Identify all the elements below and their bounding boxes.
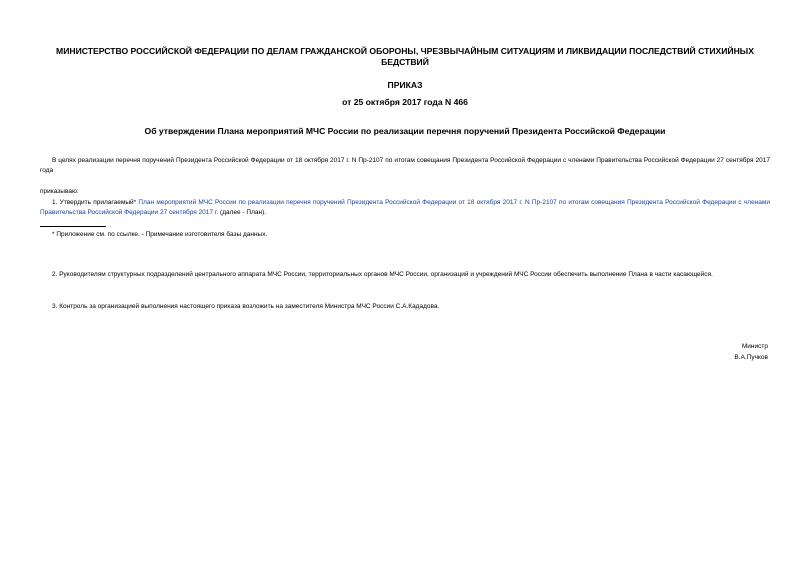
signature-name: В.А.Пучков — [734, 354, 768, 361]
signature-position: Министр — [741, 343, 768, 350]
plan-link[interactable]: План мероприятий МЧС России по реализации перечня поручений Президента Российской Федерации от 18 октября 2017 г. N Пр-2107 по итогам совещания Президента Российской Федерации с членами Правительства Российской Федерации 27 сентября 2017 г. — [40, 199, 770, 216]
preamble-paragraph: В целях реализации перечня поручений Президента Российской Федерации от 18 октября 2017 г. N Пр-2107 по итогам совещания Президента Российской Федерации с членами Правительства Российской Федерации 27 сентября 2017 года — [40, 157, 770, 174]
document-title: Об утверждении Плана мероприятий МЧС России по реализации перечня поручений Президента Российской Федерации — [144, 126, 666, 136]
item-1-paragraph — [40, 198, 770, 218]
ministry-name: МИНИСТЕРСТВО РОССИЙСКОЙ ФЕДЕРАЦИИ ПО ДЕЛАМ ГРАЖДАНСКОЙ ОБОРОНЫ, ЧРЕЗВЫЧАЙНЫМ СИТУАЦИЯМ И ЛИКВИДАЦИИ ПОСЛЕДСТВИЙ СТИХИЙНЫХ БЕДСТВИЙ — [56, 46, 754, 67]
order-word: приказываю: — [40, 188, 79, 195]
item-1-prefix: 1. Утвердить прилагаемый* — [52, 199, 137, 206]
item-3-paragraph: 3. Контроль за организацией выполнения настоящего приказа возложить на заместителя Министра МЧС России С.А.Кададова. — [52, 303, 440, 310]
document-type: ПРИКАЗ — [387, 80, 423, 90]
document-date-number: от 25 октября 2017 года N 466 — [342, 97, 468, 107]
item-2-paragraph: 2. Руководителям структурных подразделений центрального аппарата МЧС России, территориальных органов МЧС России, организаций и учреждений МЧС России обеспечить выполнение Плана в части касающейся. — [52, 271, 713, 278]
item-1-suffix: (далее - План). — [220, 209, 267, 216]
footnote-divider — [40, 226, 106, 227]
footnote: * Приложение см. по ссылке. - Примечание изготовителя базы данных. — [52, 231, 268, 238]
